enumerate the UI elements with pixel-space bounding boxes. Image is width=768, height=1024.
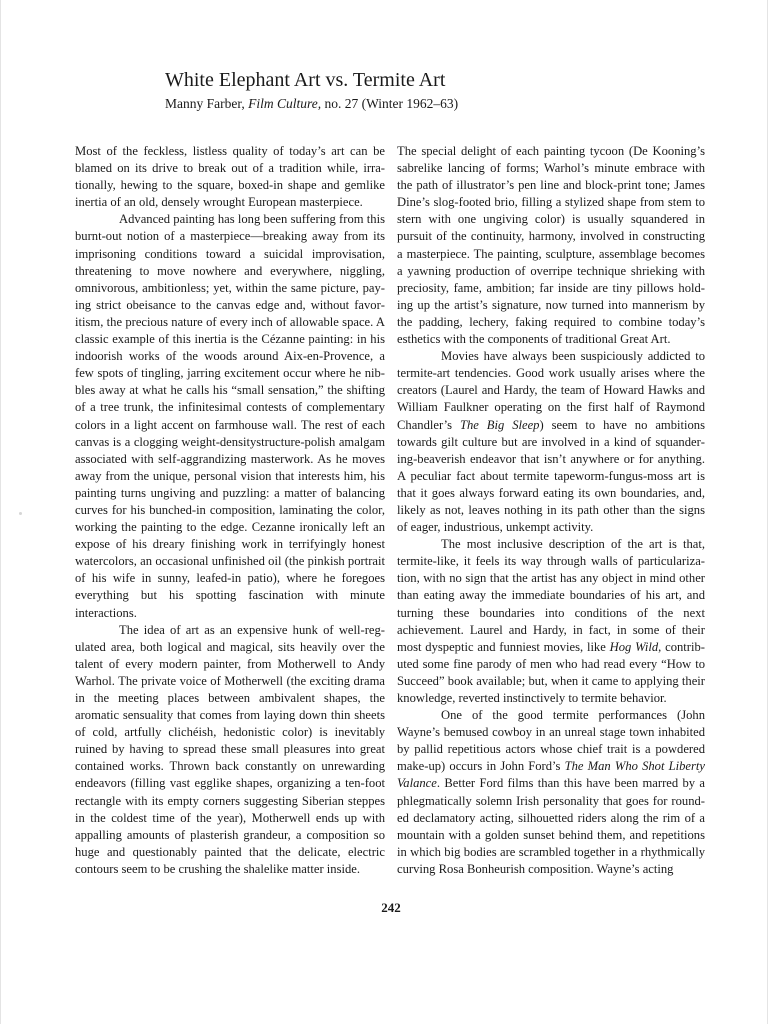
left-text-column: [75, 143, 385, 878]
paragraph: Advanced painting has long been suffering from this burnt-out notion of a masterpiece—breaking away from its imprisoning conditions toward a suicidal improvisation, threatening to move nowhere and everywhere, niggling, omnivorous, ambitionless; yet, within the same picture, paying strict obeisance to the canvas edge and, without favoritism, the precious nature of every inch of allowable space. A classic example of this inertia is the Cézanne painting: in his indoorish works of the woods around Aix-en-Provence, a few spots of tingling, jarring excitement occur where he nibbles away at what he calls his “small sensation,” the shifting of a tree trunk, the infinitesimal contests of complementary colors in a light accent on farmhouse wall. The rest of each canvas is a clogging weight-densitystructure-polish amalgam associated with self-aggrandizing masterwork. As he moves away from the unique, personal vision that interests him, his painting turns ungiving and puzzling: a matter of balancing curves for his bunched-in composition, laminating the color, working the painting to the edge. Cezanne ironically left an expose of his dreary finishing work in terrifyingly honest watercolors, an occasional unfinished oil (the pinkish portrait of his wife in sunny, leafed-in patio), where he foregoes everything but his spotting fascination with minute interactions.: [75, 212, 385, 620]
paragraph-text: Movies have always been suspiciously addicted to termite-art tendencies. Good work usually arises where the creators (Laurel and Hardy, the team of Howard Hawks and William Faulkner operating on the first half of Raymond Chandler’s: [397, 349, 705, 432]
article-byline: [165, 95, 458, 113]
scan-mark: [19, 512, 22, 515]
paragraph-text: , contributed some fine parody of men who had read every “How to Succeed” book available; but, when it came to applying their knowledge, reverted instinctively to termite behavior.: [397, 639, 705, 705]
byline-publication: Film Culture,: [248, 96, 322, 111]
paragraph: The special delight of each painting tycoon (De Kooning’s sabrelike lancing of forms; Warhol’s minute embrace with the path of illustrator’s pen line and block-print tone; James Dine’s slog-footed brio, filling a stylized shape from stem to stern with one ungiving color) is usually squandered in pursuit of the continuity, harmony, involved in constructing a masterpiece. The painting, sculpture, assemblage becomes a yawning production of overripe technique shrieking with preciosity, fame, ambition; far inside are tiny pillows holding up the artist’s signature, now turned into mannerism by the padding, lechery, faking required to combine today’s esthetics with the components of traditional Great Art.: [397, 144, 705, 347]
paragraph-text: The most inclusive description of the art is that, termite-like, it feels its way through walls of particularization, with no sign that the artist has any object in mind other than eating away the immediate boundaries of his art, and turning these boundaries into conditions of the next achievement. Laurel and Hardy, in fact, in some of their most dyspeptic and funniest movies, like: [397, 537, 705, 654]
film-title: The Man Who Shot Liberty Valance: [397, 759, 705, 791]
paragraph: [397, 536, 705, 707]
article-title: White Elephant Art vs. Termite Art: [165, 69, 446, 91]
paragraph: The idea of art as an expensive hunk of well-regulated area, both logical and magical, sits heavily over the talent of every modern painter, from Motherwell to Andy Warhol. The private voice of Motherwell (the exciting drama in the meeting places between ambivalent shapes, the aromatic sensuality that comes from laying down thin sheets of cold, artfully clichéish, hedonistic color) is inevitably ruined by having to spread these small pleasures into great contained works. Thrown back constantly on unrewarding endeavors (filling vast egglike shapes, organizing a ten-foot rectangle with its empty corners suggesting Siberian steppes in the coldest time of the year), Motherwell ends up with appalling amounts of plasterish grandeur, a composition so huge and questionably painted that the delicate, electric contours seem to be crushing the shalelike matter inside.: [75, 622, 385, 876]
page-number: 242: [381, 900, 401, 915]
paragraph: [397, 707, 705, 878]
paragraph-text: . Better Ford films than this have been marred by a phlegmatically solemn Irish personality that goes for rounded declamatory acting, silhouetted riders along the rim of a mountain with a golden sunset behind them, and repetitions in which big bodies are scrambled together in a rhythmically curving Rosa Bonheurish composition. Wayne’s acting: [397, 776, 705, 876]
right-text-column: [397, 143, 705, 878]
film-title: Hog Wild: [609, 639, 659, 654]
byline-issue: no. 27 (Winter 1962–63): [324, 96, 459, 111]
paragraph: [397, 348, 705, 536]
paragraph: Most of the feckless, listless quality of today’s art can be blamed on its drive to break out of a tradition while, irrationally, hewing to the square, boxed-in shape and gemlike inertia of an old, densely wrought European masterpiece.: [75, 144, 385, 210]
paragraph-text: One of the good termite performances (John Wayne’s bemused cowboy in an unreal stage town inhabited by pallid repetitious actors whose chief trait is a powdered make-up) occurs in John Ford’s: [397, 708, 705, 774]
paragraph-text: ) seem to have no ambitions towards gilt culture but are involved in a kind of squandering-beaverish endeavor that isn’t anywhere or for anything. A peculiar fact about termite tapeworm-fungus-moss art is that it goes always forward eating its own boundaries, and, likely as not, leaves nothing in its path other than the signs of eager, industrious, unkempt activity.: [397, 417, 705, 535]
film-title: The Big Sleep: [459, 417, 540, 432]
byline-author: Manny Farber,: [165, 96, 245, 111]
